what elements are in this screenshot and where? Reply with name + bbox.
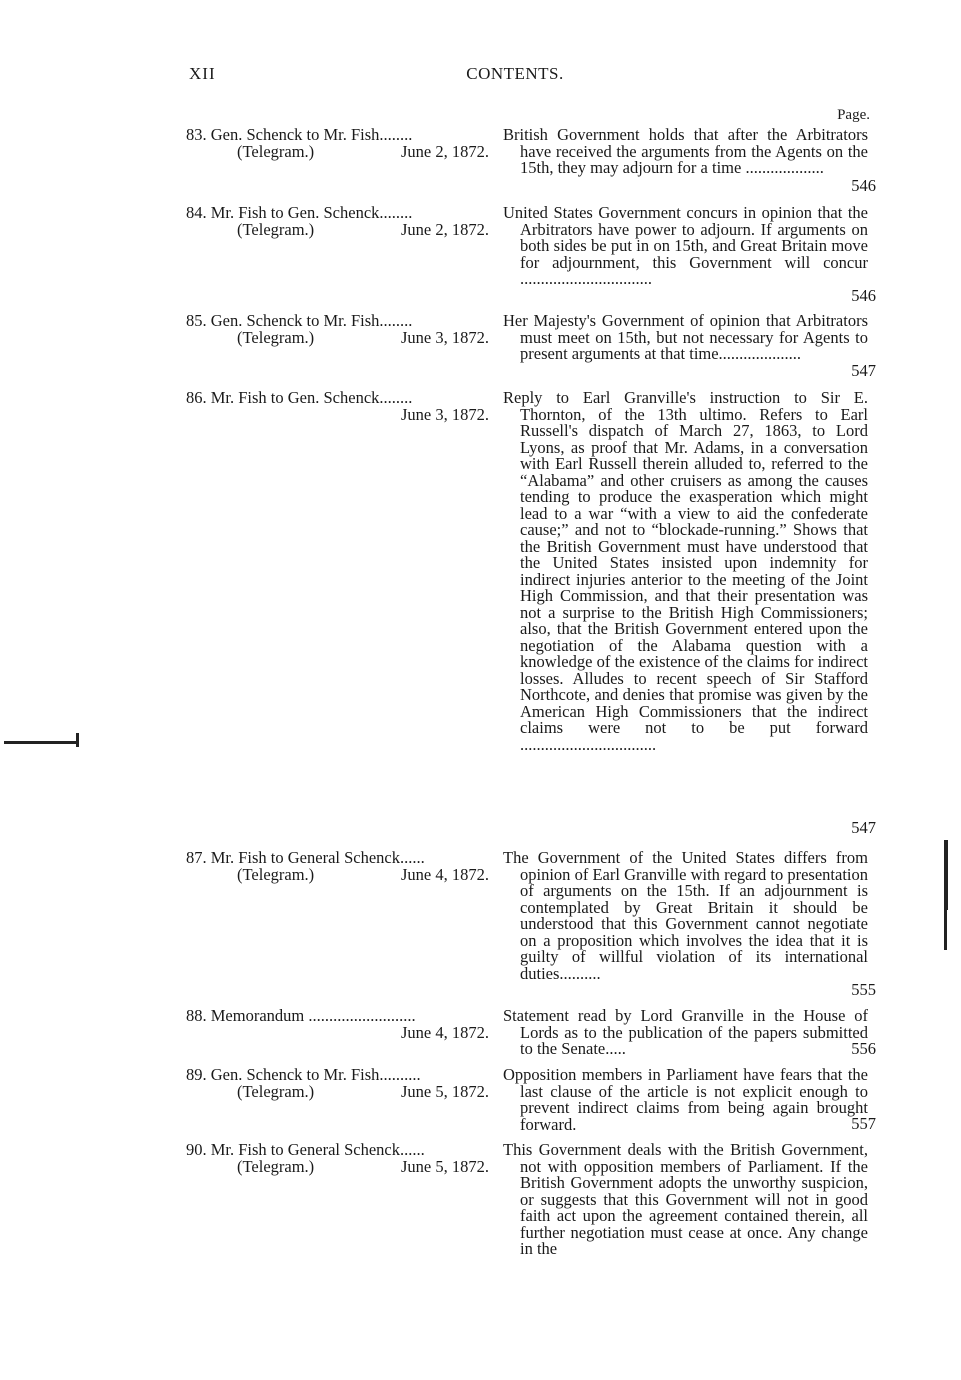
- scan-artifact-left: [4, 741, 78, 744]
- entry-page-number: 547: [851, 818, 876, 837]
- entry-page-number: 557: [851, 1114, 876, 1133]
- entry-date: June 3, 1872.: [401, 404, 489, 424]
- entry-line-1: 86. Mr. Fish to Gen. Schenck........: [186, 388, 413, 407]
- entry-date: June 5, 1872.: [401, 1156, 489, 1176]
- entry-correspondents: [186, 390, 491, 423]
- entry-date: June 5, 1872.: [401, 1081, 489, 1101]
- entry-correspondents: [186, 1067, 491, 1100]
- entry-page-number: 546: [851, 286, 876, 305]
- entry-page-number: 556: [851, 1039, 876, 1058]
- entry-description: Reply to Earl Granville's instruction to Sir E. Thornton, of the 13th ultimo. Refers to Earl Russell's dispatch of March 27, 1863, to Lord Lyons, as proof that Mr. Adams, in a conversation with Earl Russell therein alluded to, referred to the “Alabama” and other cruisers as among the causes tending to produce the exasperation which might lead to a war “with a view to aid the confederate cause;” and not to “blockade-running.” Shows that the British Government must have understood that the United States insisted upon indemnity for indirect injuries anterior to the meeting of the Joint High Commission, and that their presentation was not a surprise to the British High Commissioners; also, that the British Government entered upon the negotiation of the Alabama question with a knowledge of the existence of the claims for indirect losses. Alludes to recent speech of Sir Stafford Northcote, and denies that promise was given by the American High Commissioners that the indirect claims were not to be put forward .................................: [503, 388, 868, 754]
- entry-page-number: 555: [851, 980, 876, 999]
- telegram-label: (Telegram.): [237, 219, 315, 239]
- entry-date: June 4, 1872.: [401, 1022, 489, 1042]
- scan-artifact-right-lower: [944, 900, 947, 950]
- entry-correspondents: [186, 1142, 491, 1175]
- page-number: XII: [189, 64, 216, 83]
- entry-page-number: 547: [851, 361, 876, 380]
- entry-description: Her Majesty's Government of opinion that Arbitrators must meet on 15th, but not necessary for Agents to present arguments at that time....................: [503, 311, 868, 363]
- telegram-label: (Telegram.): [237, 141, 315, 161]
- entry-description: This Government deals with the British Government, not with opposition members of Parliament. If the British Government adopts the unworthy suspicion, or suggests that this Government will not in good faith act upon the agreement contained therein, all further negotiation must cease at once. Any change in the: [503, 1140, 868, 1258]
- entry-page-number: 546: [851, 176, 876, 195]
- entry-line-1: 84. Mr. Fish to Gen. Schenck........: [186, 203, 413, 222]
- entry-date: June 4, 1872.: [401, 864, 489, 884]
- running-head: CONTENTS.: [466, 64, 564, 83]
- entry-date: June 2, 1872.: [401, 141, 489, 161]
- entry-description: The Government of the United States differs from opinion of Earl Granville with regard to presentation of arguments on the 15th. If an adjournment is contemplated by Great Britain it should be understood that this Government cannot negotiate on a proposition which involves the idea that it is guilty of willful violation of its international duties..........: [503, 848, 868, 983]
- entry-description: Opposition members in Parliament have fears that the last clause of the article is not explicit enough to prevent indirect claims from being again brought forward.: [503, 1065, 868, 1134]
- telegram-label: (Telegram.): [237, 327, 315, 347]
- page-column-label: Page.: [837, 107, 870, 123]
- entry-correspondents: [186, 850, 491, 883]
- entry-description: British Government holds that after the Arbitrators have received the arguments from the Agents on the 15th, they may adjourn for a time ...................: [503, 125, 868, 177]
- scan-artifact-left-tick: [76, 733, 79, 747]
- telegram-label: (Telegram.): [237, 1156, 315, 1176]
- entry-line-1: 85. Gen. Schenck to Mr. Fish........: [186, 311, 413, 330]
- entry-date: June 2, 1872.: [401, 219, 489, 239]
- entry-correspondents: [186, 313, 491, 346]
- telegram-label: (Telegram.): [237, 864, 315, 884]
- entry-description: United States Government concurs in opinion that the Arbitrators have power to adjourn. If arguments on both sides be put in on 15th, and Great Britain move for adjournment, this Government will concur ................................: [503, 203, 868, 288]
- entry-correspondents: [186, 205, 491, 238]
- entry-description: Statement read by Lord Granville in the House of Lords as to the publication of the papers submitted to the Senate.....: [503, 1006, 868, 1058]
- telegram-label: (Telegram.): [237, 1081, 315, 1101]
- entry-line-1: 87. Mr. Fish to General Schenck......: [186, 848, 425, 867]
- entry-correspondents: [186, 1008, 491, 1041]
- entry-line-1: 83. Gen. Schenck to Mr. Fish........: [186, 125, 413, 144]
- entry-line-1: 88. Memorandum ..........................: [186, 1006, 416, 1025]
- entry-line-1: 90. Mr. Fish to General Schenck......: [186, 1140, 425, 1159]
- entry-line-1: 89. Gen. Schenck to Mr. Fish..........: [186, 1065, 421, 1084]
- entry-date: June 3, 1872.: [401, 327, 489, 347]
- entry-correspondents: [186, 127, 491, 160]
